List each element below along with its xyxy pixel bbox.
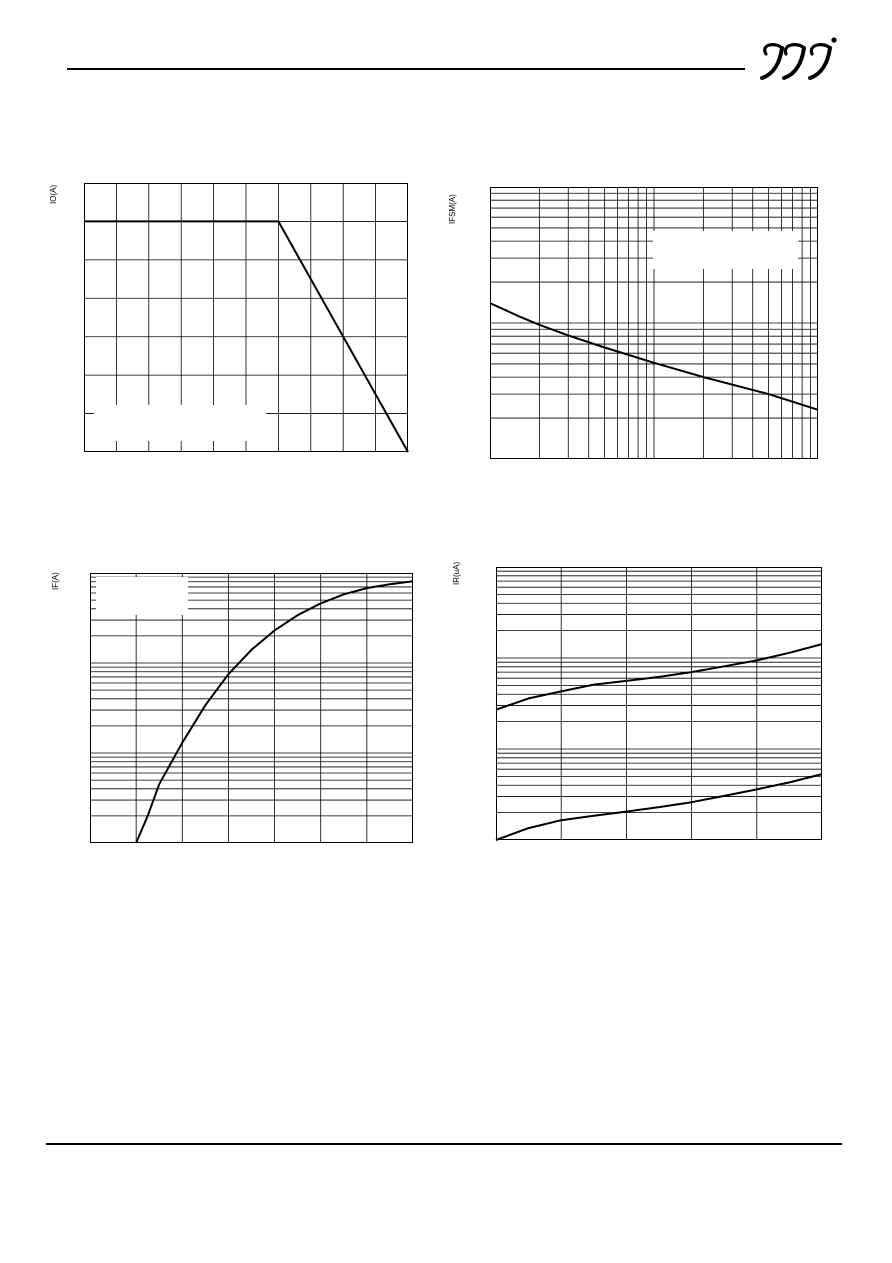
legend-box: [653, 231, 798, 269]
header-rule: [67, 68, 745, 70]
legend-box: [94, 405, 266, 441]
chart2-ylabel: IFSM(A): [448, 194, 457, 224]
chart4-ylabel: IR(uA): [452, 561, 461, 585]
chart-current-derating: [84, 183, 408, 452]
series-line-2: [496, 774, 822, 840]
footer-rule: [46, 1143, 842, 1145]
chart1-ylabel: IO(A): [49, 184, 58, 204]
chart-reverse-characteristics: [496, 567, 822, 840]
series-line-1: [496, 644, 822, 710]
legend-box: [96, 577, 188, 615]
chart-surge-current: [490, 187, 818, 459]
yj-brand-logo-icon: [752, 34, 844, 86]
chart-forward-characteristics: [90, 573, 413, 843]
plot-frame: [497, 568, 822, 840]
chart3-ylabel: IF(A): [51, 572, 60, 590]
